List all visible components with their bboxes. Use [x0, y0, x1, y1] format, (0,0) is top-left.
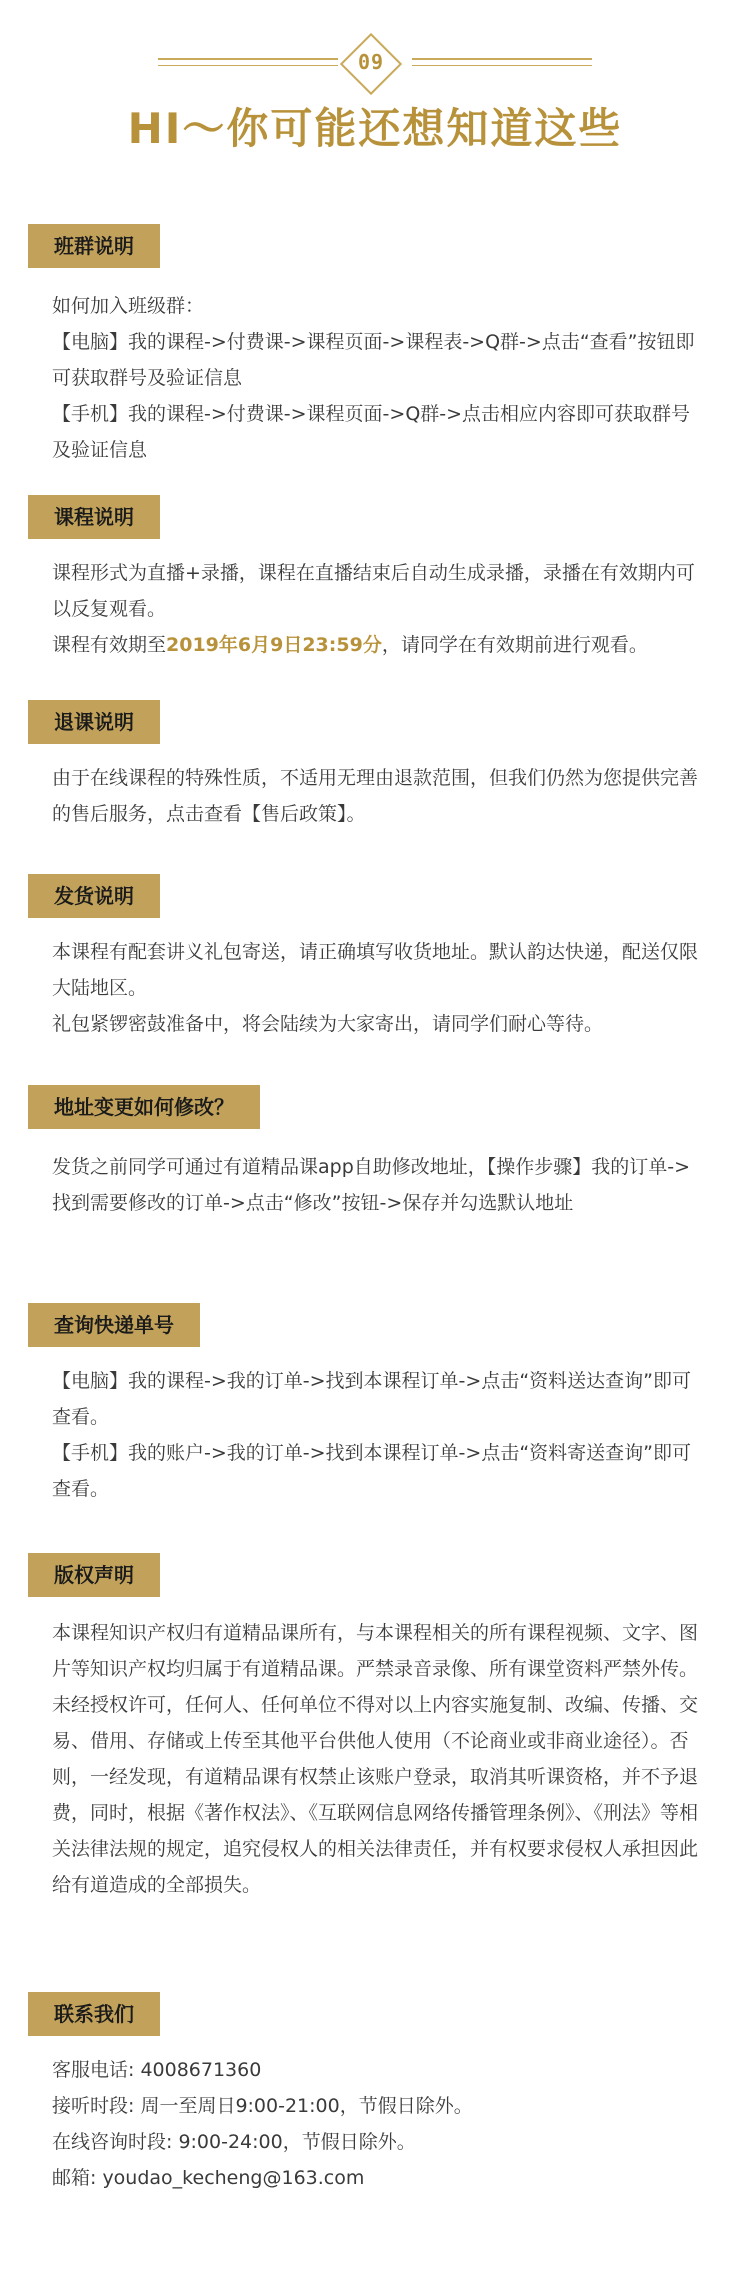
section-body — [52, 934, 702, 1042]
header — [0, 0, 750, 170]
validity-date-highlight: 2019年6月9日23:59分 — [166, 634, 382, 656]
paragraph: 【手机】我的账户->我的订单->找到本课程订单->点击“资料寄送查询”即可查看。 — [52, 1442, 692, 1500]
paragraph: 本课程有配套讲义礼包寄送，请正确填写收货地址。默认韵达快递，配送仅限大陆地区。 — [52, 941, 699, 999]
badge-row — [0, 38, 750, 98]
section-tag: 版权声明 — [28, 1553, 160, 1597]
section-tag: 地址变更如何修改？ — [28, 1085, 260, 1129]
contact-hours: 接听时段: 周一至周日9:00-21:00，节假日除外。 — [52, 2095, 473, 2117]
paragraph: 【电脑】我的课程->我的订单->找到本课程订单->点击“资料送达查询”即可查看。 — [52, 1370, 692, 1428]
paragraph: 本课程知识产权归有道精品课所有，与本课程相关的所有课程视频、文字、图片等知识产权均归属于有道精品课。严禁录音录像、所有课堂资料严禁外传。未经授权许可，任何人、任何单位不得对以上内容实施复制、改编、传播、交易、借用、存储或上传至其他平台供他人使用（不论商业或非商业途径）。否则，一经发现，有道精品课有权禁止该账户登录，取消其听课资格，并不予退费，同时，根据《著作权法》、《互联网信息网络传播管理条例》、《刑法》等相关法律法规的规定，追究侵权人的相关法律责任，并有权要求侵权人承担因此给有道造成的全部损失。 — [52, 1622, 699, 1896]
paragraph: 礼包紧锣密鼓准备中，将会陆续为大家寄出，请同学们耐心等待。 — [52, 1013, 604, 1035]
paragraph: 【手机】我的课程->付费课->课程页面->Q群->点击相应内容即可获取群号及验证信息 — [52, 403, 691, 461]
paragraph: 发货之前同学可通过有道精品课app自助修改地址，【操作步骤】我的订单->找到需要修改的订单->点击“修改”按钮->保存并勾选默认地址 — [52, 1156, 691, 1214]
right-deco-line — [412, 58, 592, 60]
section-tag: 班群说明 — [28, 224, 160, 268]
section-body — [52, 1615, 702, 1903]
contact-email: 邮箱: youdao_kecheng@163.com — [52, 2167, 365, 2189]
text-span: ，请同学在有效期前进行观看。 — [381, 634, 648, 656]
text-span: 课程有效期至 — [52, 634, 167, 656]
right-deco-line-thin — [412, 65, 592, 66]
paragraph: 如何加入班级群： — [52, 295, 205, 317]
paragraph: 由于在线课程的特殊性质，不适用无理由退款范围，但我们仍然为您提供完善的售后服务，点击查看【售后政策】。 — [52, 767, 699, 825]
section-body — [52, 555, 702, 663]
page-title: HI～你可能还想知道这些 — [127, 104, 623, 153]
contact-online-hours: 在线咨询时段: 9:00-24:00，节假日除外。 — [52, 2131, 416, 2153]
paragraph: 课程形式为直播+录播，课程在直播结束后自动生成录播，录播在有效期内可以反复观看。 — [52, 562, 695, 620]
section-tag: 发货说明 — [28, 874, 160, 918]
left-deco-line-thin — [158, 65, 338, 66]
section-number-badge: 09 — [357, 50, 385, 74]
section-body — [52, 288, 702, 468]
paragraph — [52, 627, 702, 663]
section-body — [52, 2052, 702, 2196]
section-tag: 课程说明 — [28, 495, 160, 539]
section-body — [52, 1149, 702, 1221]
left-deco-line — [158, 58, 338, 60]
section-tag: 退课说明 — [28, 700, 160, 744]
paragraph: 【电脑】我的课程->付费课->课程页面->课程表->Q群->点击“查看”按钮即可获取群号及验证信息 — [52, 331, 695, 389]
section-body — [52, 760, 702, 832]
section-tag: 查询快递单号 — [28, 1303, 200, 1347]
contact-phone: 客服电话: 4008671360 — [52, 2059, 262, 2081]
section-body — [52, 1363, 702, 1507]
section-tag: 联系我们 — [28, 1992, 160, 2036]
